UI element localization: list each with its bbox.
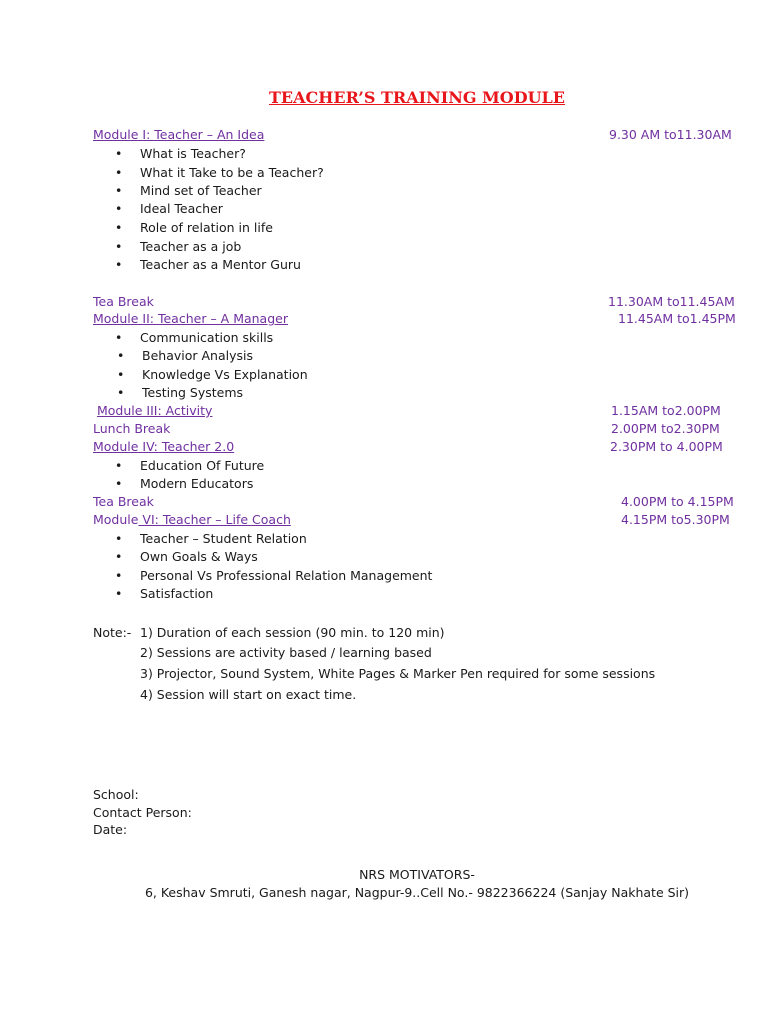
list-item: • Communication skills — [115, 330, 274, 345]
contact-person-label: Contact Person: — [93, 805, 192, 820]
module-3-title: Module III: Activity — [97, 403, 213, 418]
bullet-icon: • — [115, 201, 123, 216]
note-line: 3) Projector, Sound System, White Pages & Marker Pen required for some sessions — [140, 666, 656, 681]
organization-name: NRS MOTIVATORS- — [359, 867, 475, 882]
tea-break-label: Tea Break — [93, 494, 154, 509]
list-item: • Own Goals & Ways — [115, 549, 258, 564]
lunch-break-label: Lunch Break — [93, 421, 171, 436]
bullet-icon: • — [115, 549, 123, 564]
bullet-icon: • — [115, 165, 123, 180]
bullet-icon: • — [115, 257, 123, 272]
bullet-icon: • — [115, 330, 123, 345]
module-1-title: Module I: Teacher – An Idea — [93, 127, 265, 142]
list-item: • Mind set of Teacher — [115, 183, 262, 198]
organization-address: 6, Keshav Smruti, Ganesh nagar, Nagpur-9..Cell No.- 9822366224 (Sanjay Nakhate Sir) — [144, 885, 690, 900]
list-item: • Education Of Future — [115, 458, 265, 473]
bullet-icon: • — [117, 348, 125, 363]
bullet-icon: • — [115, 458, 123, 473]
list-item: • Ideal Teacher — [115, 201, 223, 216]
bullet-icon: • — [115, 183, 123, 198]
list-item: • Teacher as a job — [115, 239, 242, 254]
list-item: • Satisfaction — [115, 586, 214, 601]
bullet-icon: • — [115, 146, 123, 161]
date-label: Date: — [93, 822, 128, 837]
list-item: • Behavior Analysis — [117, 348, 253, 363]
lunch-break-time: 2.00PM to2.30PM — [611, 421, 720, 436]
module-3-time: 1.15AM to2.00PM — [611, 403, 721, 418]
list-item: • Teacher – Student Relation — [115, 531, 307, 546]
module-4-title: Module IV: Teacher 2.0 — [93, 439, 235, 454]
tea-break-time: 11.30AM to11.45AM — [608, 294, 735, 309]
bullet-icon: • — [117, 367, 125, 382]
bullet-icon: • — [117, 385, 125, 400]
module-2-title: Module II: Teacher – A Manager — [93, 311, 288, 326]
list-item: • Teacher as a Mentor Guru — [115, 257, 301, 272]
bullet-icon: • — [115, 531, 123, 546]
note-prefix: Note:- — [93, 625, 132, 640]
tea-break-label: Tea Break — [93, 294, 154, 309]
bullet-icon: • — [115, 586, 123, 601]
list-item: • What it Take to be a Teacher? — [115, 165, 324, 180]
list-item: • What is Teacher? — [115, 146, 246, 161]
school-label: School: — [93, 787, 139, 802]
bullet-icon: • — [115, 568, 123, 583]
list-item: • Testing Systems — [117, 385, 244, 400]
list-item: • Knowledge Vs Explanation — [117, 367, 308, 382]
list-item: • Modern Educators — [115, 476, 254, 491]
module-1-time: 9.30 AM to11.30AM — [609, 127, 732, 142]
list-item: • Role of relation in life — [115, 220, 273, 235]
list-item: • Personal Vs Professional Relation Management — [115, 568, 433, 583]
note-line: 1) Duration of each session (90 min. to 120 min) — [140, 625, 445, 640]
bullet-icon: • — [115, 239, 123, 254]
module-2-time: 11.45AM to1.45PM — [618, 311, 736, 326]
module-6-title: Module VI: Teacher – Life Coach — [93, 512, 291, 527]
tea-break-time: 4.00PM to 4.15PM — [621, 494, 734, 509]
note-line: 2) Sessions are activity based / learning based — [140, 645, 432, 660]
note-line: 4) Session will start on exact time. — [140, 687, 357, 702]
page-title: TEACHER’S TRAINING MODULE — [269, 88, 565, 107]
bullet-icon: • — [115, 476, 123, 491]
module-6-time: 4.15PM to5.30PM — [621, 512, 730, 527]
module-4-time: 2.30PM to 4.00PM — [610, 439, 723, 454]
bullet-icon: • — [115, 220, 123, 235]
